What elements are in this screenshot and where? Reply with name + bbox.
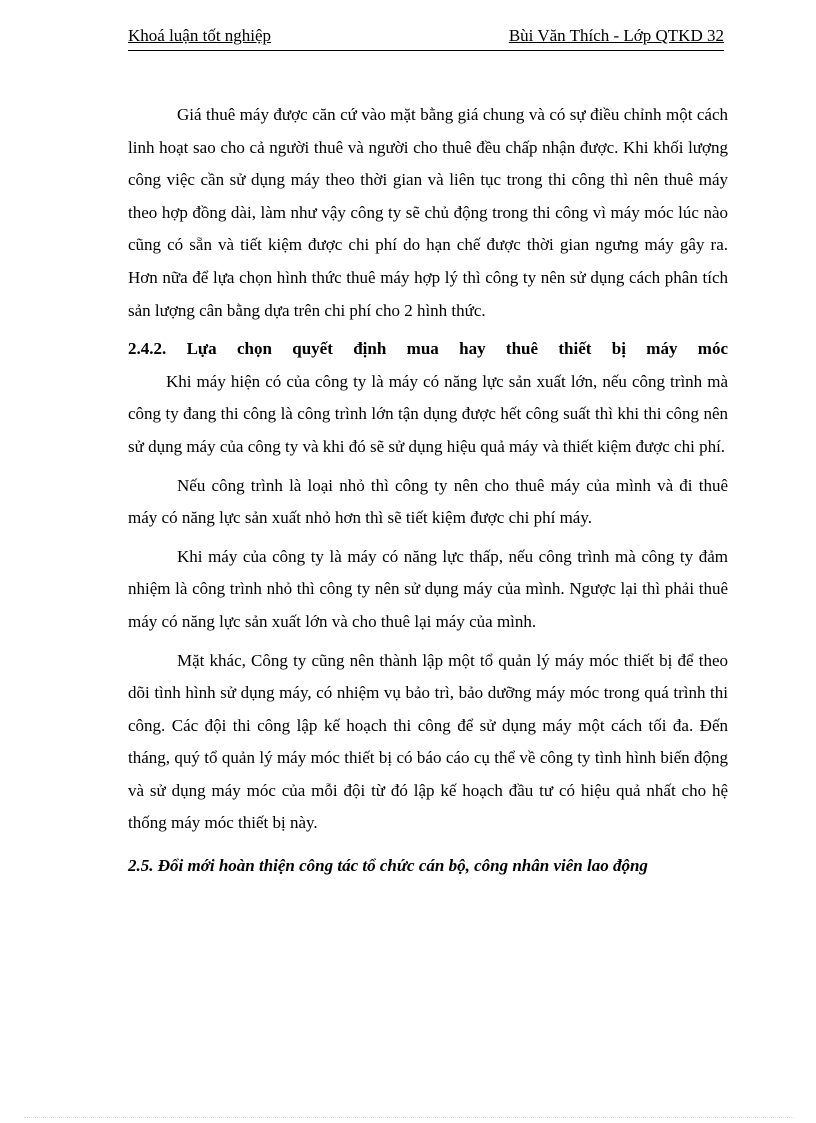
paragraph-machine-rental-price: Giá thuê máy được căn cứ vào mặt bằng giá chung và có sự điều chỉnh một cách linh hoạt sao cho cả người thuê và người cho thuê đều chấp nhận được. Khi khối lượng công việc cần sử dụng máy theo thời gian và liên tục trong thi công thì nên thuê máy theo hợp đồng dài, làm như vậy công ty sẽ chủ động trong thi công vì máy móc lúc nào cũng có sẵn và tiết kiệm được chi phí do hạn chế được thời gian ngưng máy gây ra. Hơn nữa để lựa chọn hình thức thuê máy hợp lý thì công ty nên sử dụng cách phân tích sản lượng cân bằng dựa trên chi phí cho 2 hình thức. — [128, 105, 728, 320]
paragraph-large-capacity-machines: Khi máy hiện có của công ty là máy có năng lực sản xuất lớn, nếu công trình mà công ty đang thi công là công trình lớn tận dụng được hết công suất thì khi thi công nên sử dụng máy của công ty và khi đó sẽ sử dụng hiệu quả máy và thiết kiệm được chi phí. — [128, 371, 728, 456]
paragraph-small-projects: Nếu công trình là loại nhỏ thì công ty nên cho thuê máy của mình và đi thuê máy có năng lực sản xuất nhỏ hơn thì sẽ tiết kiệm được chi phí máy. — [128, 475, 728, 528]
page-bottom-divider — [24, 1117, 794, 1118]
paragraph-low-capacity-machines: Khi máy của công ty là máy có năng lực thấp, nếu công trình mà công ty đảm nhiệm là công trình nhỏ thì công ty nên sử dụng máy của mình. Ngược lại thì phải thuê máy có năng lực sản xuất lớn và cho thuê lại máy của mình. — [128, 546, 728, 631]
paragraph-machine-management-team: Mặt khác, Công ty cũng nên thành lập một tổ quản lý máy móc thiết bị để theo dõi tình hình sử dụng máy, có nhiệm vụ bảo trì, bảo dưỡng máy móc trong quá trình thi công. Các đội thi công lập kế hoạch thi công để sử dụng máy một cách tối đa. Đến tháng, quý tổ quản lý máy móc thiết bị có báo cáo cụ thể về công ty tình hình biến động và sử dụng máy móc của mỗi đội từ đó lập kế hoạch đầu tư có hiệu quả nhất cho hệ thống máy móc thiết bị này. — [128, 650, 728, 833]
section-heading-2-5: 2.5. Đổi mới hoàn thiện công tác tổ chức cán bộ, công nhân viên lao động — [128, 856, 648, 876]
section-heading-2-4-2: 2.4.2. Lựa chọn quyết định mua hay thuê thiết bị máy móc — [128, 339, 728, 359]
header-thesis-title: Khoá luận tốt nghiệp — [128, 26, 272, 45]
page-header — [128, 24, 724, 51]
header-author: Bùi Văn Thích - Lớp QTKD 32 — [508, 26, 724, 45]
document-body — [128, 99, 728, 883]
